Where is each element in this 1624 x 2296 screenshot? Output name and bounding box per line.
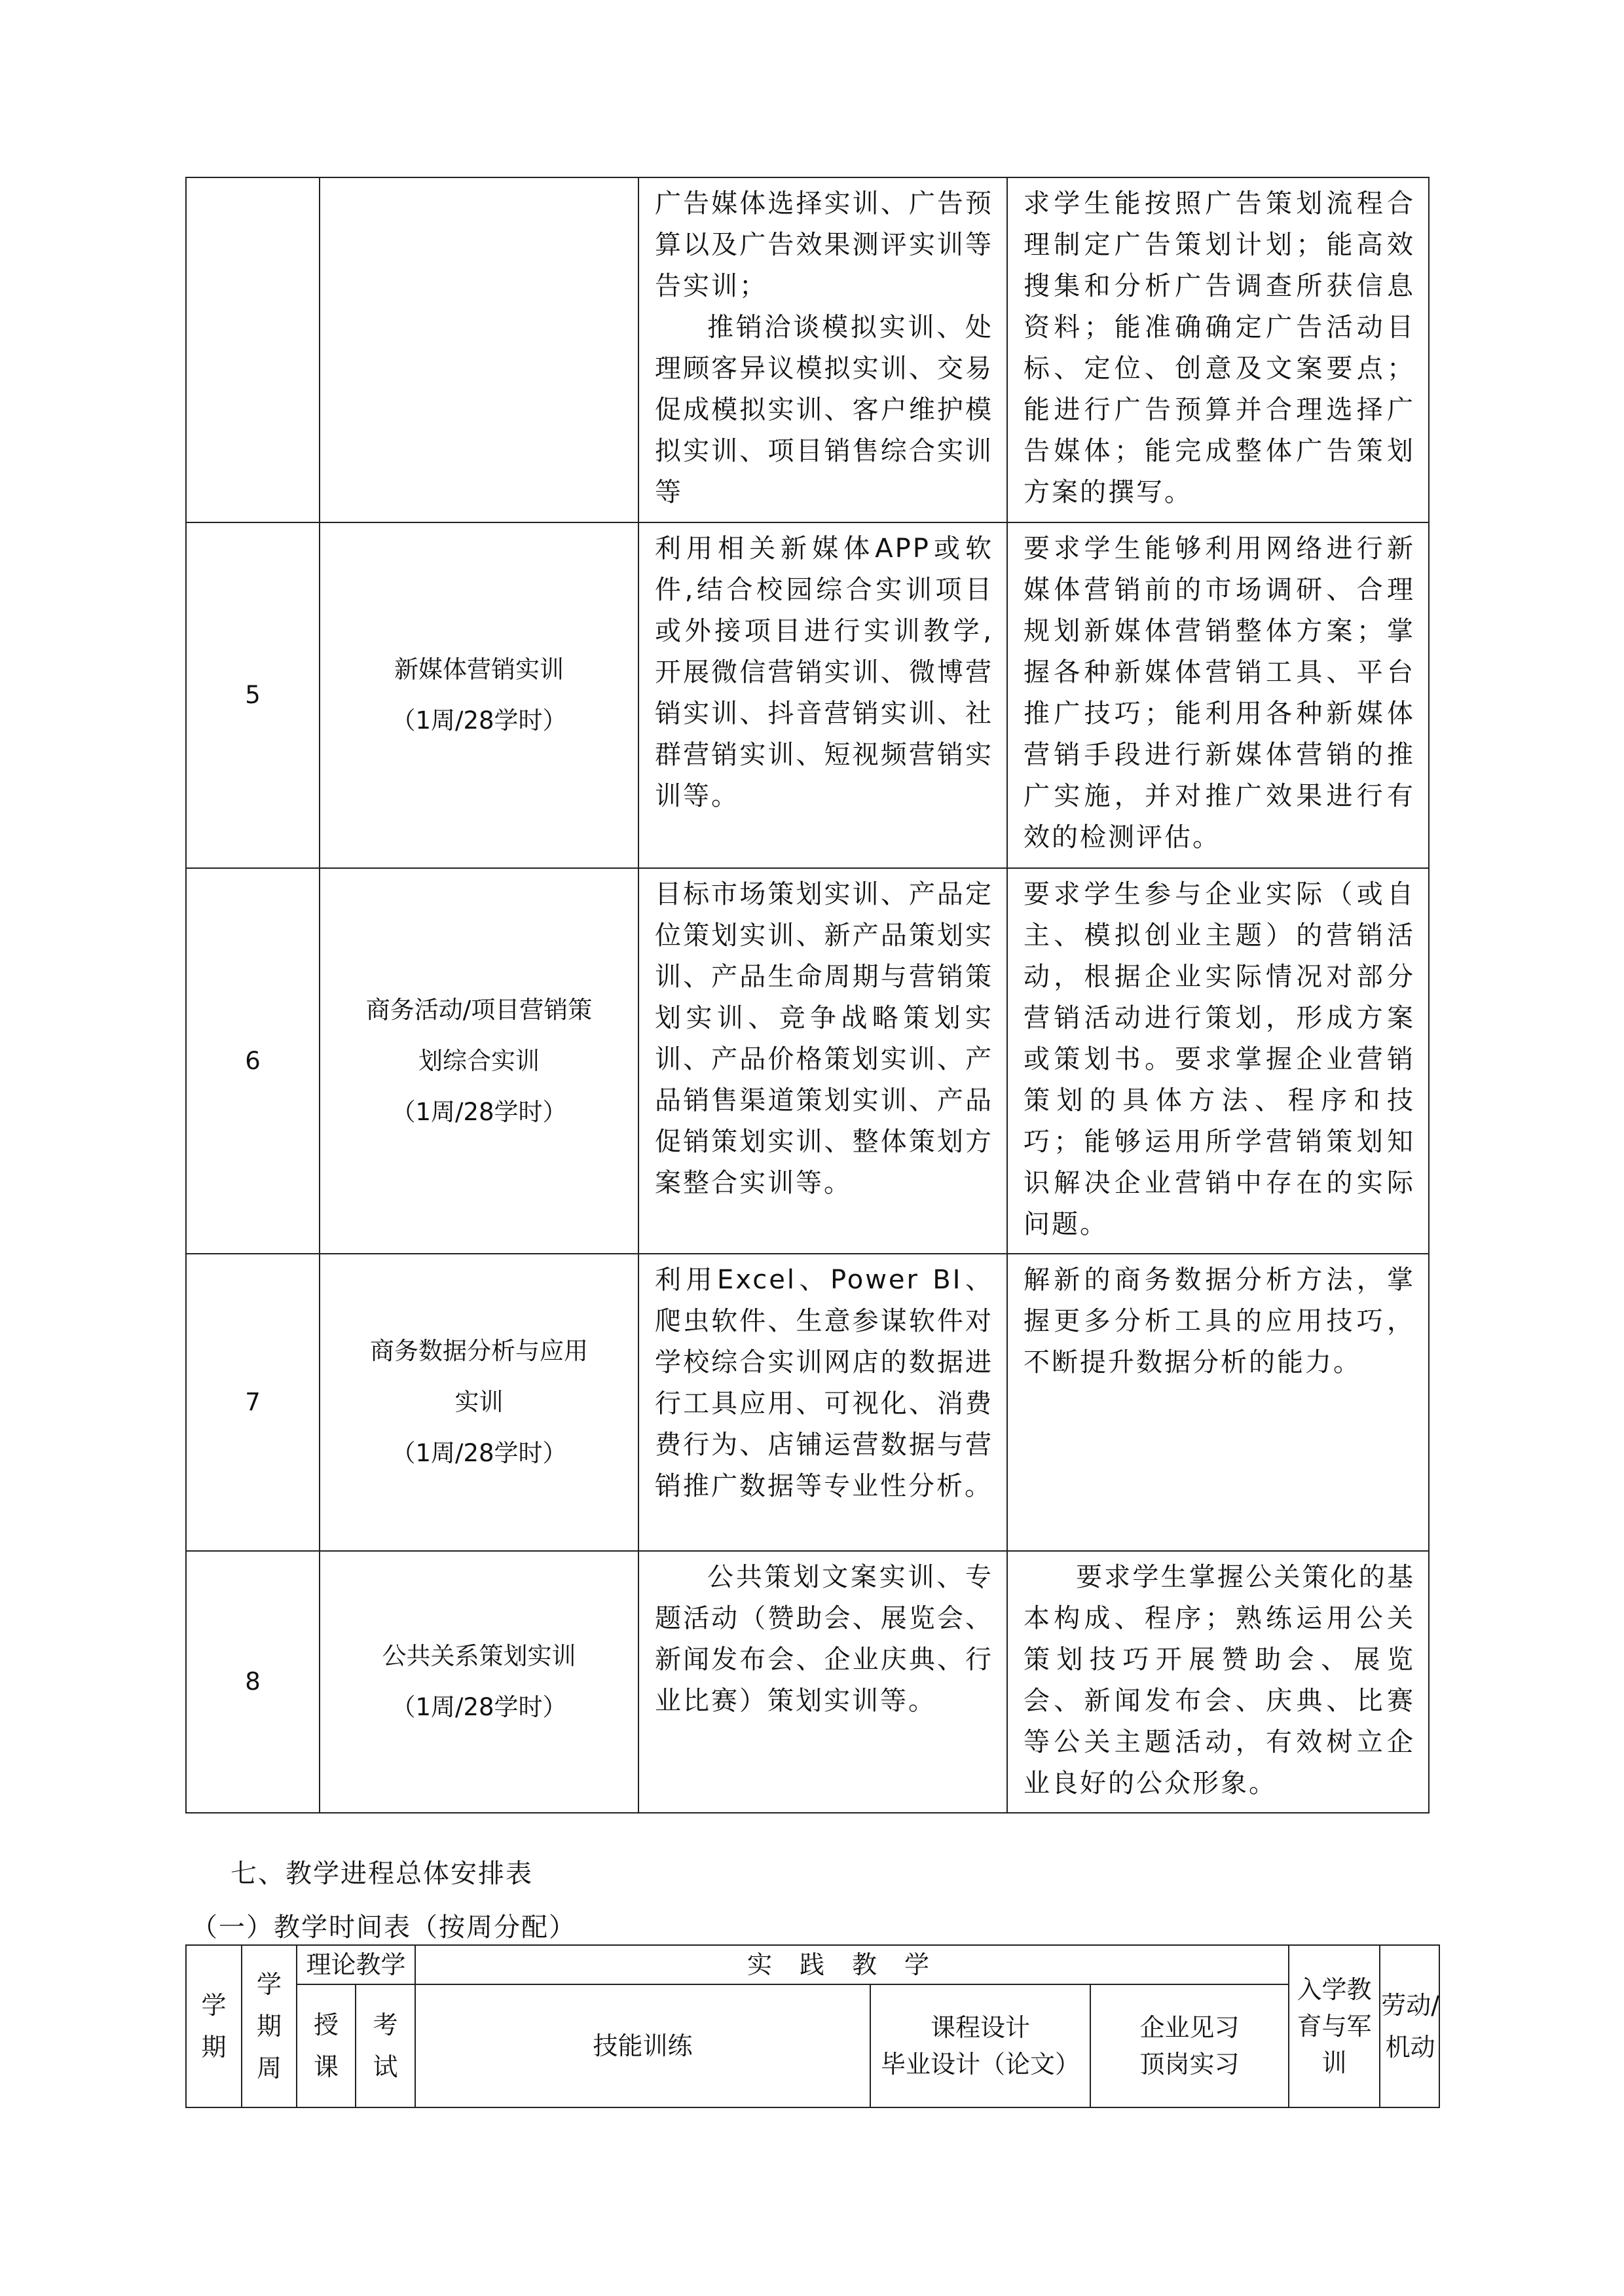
content-paragraph: 利用Excel、Power BI、爬虫软件、生意参谋软件对学校综合实训网店的数据进行工具应用、可视化、消费费行为、店铺运营数据与营销推广数据等专业性分析。	[655, 1265, 993, 1501]
header-graduation-design-label: 毕业设计（论文）	[881, 2050, 1080, 2079]
training-requirement	[1007, 1551, 1429, 1813]
header-entry-military-label: 入学教育与军训	[1297, 1975, 1372, 2077]
training-name	[320, 522, 638, 868]
content-paragraph: 广告媒体选择实训、广告预算以及广告效果测评实训等告实训；	[655, 189, 993, 301]
training-row	[186, 522, 1429, 868]
header-lecture-label: 授课	[313, 2011, 339, 2081]
header-practice	[415, 1945, 1289, 1984]
content-paragraph: 目标市场策划实训、产品定位策划实训、新产品策划实训、产品生命周期与营销策划实训、竞争战略策划实训、产品价格策划实训、产品销售渠道策划实训、产品促销策划实训、整体策划方案整合实训等。	[655, 879, 993, 1198]
row-number: 5	[186, 522, 320, 868]
training-row	[186, 1254, 1429, 1551]
training-name-line: 公共关系策划实训	[382, 1642, 576, 1670]
header-labor	[1380, 1945, 1439, 2107]
row-number: 6	[186, 868, 320, 1254]
training-table-body	[186, 177, 1429, 1813]
section-heading: 七、教学进程总体安排表	[231, 1859, 533, 1889]
training-name-line: 商务活动/项目营销策	[365, 995, 593, 1024]
header-labor-label: 劳动/机动	[1381, 1991, 1440, 2062]
training-name-line: （1周/28学时）	[391, 1097, 567, 1126]
training-requirement	[1007, 1254, 1429, 1551]
training-content	[638, 522, 1007, 868]
content-paragraph: 公共策划文案实训、专题活动（赞助会、展览会、新闻发布会、企业庆典、行业比赛）策划实训等。	[655, 1562, 993, 1716]
header-lecture	[297, 1984, 356, 2107]
requirement-paragraph: 要求学生参与企业实际（或自主、模拟创业主题）的营销活动，根据企业实际情况对部分营销活动进行策划，形成方案或策划书。要求掌握企业营销策划的具体方法、程序和技巧；能够运用所学营销策划知识解决企业营销中存在的实际问题。	[1024, 879, 1415, 1239]
content-paragraph: 推销洽谈模拟实训、处理顾客异议模拟实训、交易促成模拟实训、客户维护模拟实训、项目销售综合实训等	[655, 312, 993, 507]
header-skill-label: 技能训练	[593, 2032, 693, 2060]
header-practice-label: 实践教学	[747, 1950, 957, 1979]
training-name	[320, 868, 638, 1254]
header-skill	[415, 1984, 870, 2107]
header-internship	[1090, 1984, 1289, 2107]
header-theory-label: 理论教学	[306, 1950, 406, 1979]
row-number: 7	[186, 1254, 320, 1551]
training-name-line: （1周/28学时）	[391, 1693, 567, 1721]
training-name-line: 划综合实训	[418, 1046, 540, 1075]
training-name	[320, 177, 638, 522]
row-number: 8	[186, 1551, 320, 1813]
content-paragraph: 利用相关新媒体APP或软件,结合校园综合实训项目或外接项目进行实训教学,开展微信营销实训、微博营销实训、抖音营销实训、社群营销实训、短视频营销实训等。	[655, 534, 993, 811]
header-weeks	[242, 1945, 297, 2107]
header-semester-label: 学期	[201, 1991, 227, 2062]
training-name-line: （1周/28学时）	[391, 1439, 567, 1467]
training-name	[320, 1254, 638, 1551]
header-post-internship-label: 顶岗实习	[1139, 2050, 1240, 2079]
header-exam-label: 考试	[373, 2011, 398, 2081]
training-name-line: 实训	[454, 1388, 504, 1416]
training-content	[638, 177, 1007, 522]
schedule-table	[185, 1944, 1440, 2108]
requirement-paragraph: 要求学生能够利用网络进行新媒体营销前的市场调研、合理规划新媒体营销整体方案；掌握各种新媒体营销工具、平台推广技巧；能利用各种新媒体营销手段进行新媒体营销的推广实施，并对推广效果进行有效的检测评估。	[1024, 534, 1415, 852]
requirement-paragraph: 解新的商务数据分析方法，掌握更多分析工具的应用技巧，不断提升数据分析的能力。	[1024, 1265, 1415, 1377]
training-row	[186, 1551, 1429, 1813]
header-semester	[186, 1945, 242, 2107]
sub-heading: （一）教学时间表（按周分配）	[191, 1912, 576, 1942]
header-course-design	[870, 1984, 1090, 2107]
training-row	[186, 177, 1429, 522]
training-requirement	[1007, 177, 1429, 522]
requirement-paragraph: 要求学生掌握公关策化的基本构成、程序；熟练运用公关策划技巧开展赞助会、展览会、新闻发布会、庆典、比赛等公关主题活动，有效树立企业良好的公众形象。	[1024, 1562, 1415, 1798]
training-name-line: 新媒体营销实训	[394, 655, 564, 683]
header-exam	[356, 1984, 415, 2107]
training-table	[185, 177, 1430, 1813]
training-requirement	[1007, 522, 1429, 868]
row-number	[186, 177, 320, 522]
training-requirement	[1007, 868, 1429, 1254]
header-internship-label: 企业见习	[1139, 2013, 1240, 2042]
header-course-design-label: 课程设计	[931, 2013, 1031, 2042]
header-entry-military	[1289, 1945, 1380, 2107]
requirement-paragraph: 求学生能按照广告策划流程合理制定广告策划计划；能高效搜集和分析广告调查所获信息资料；能准确确定广告活动目标、定位、创意及文案要点；能进行广告预算并合理选择广告媒体；能完成整体广告策划方案的撰写。	[1024, 189, 1415, 507]
training-name-line: 商务数据分析与应用	[370, 1337, 588, 1365]
training-name	[320, 1551, 638, 1813]
header-weeks-label: 学期周	[256, 1970, 282, 2083]
training-content	[638, 868, 1007, 1254]
training-name-line: （1周/28学时）	[391, 706, 567, 735]
training-content	[638, 1254, 1007, 1551]
training-content	[638, 1551, 1007, 1813]
training-row	[186, 868, 1429, 1254]
header-theory	[297, 1945, 415, 1984]
